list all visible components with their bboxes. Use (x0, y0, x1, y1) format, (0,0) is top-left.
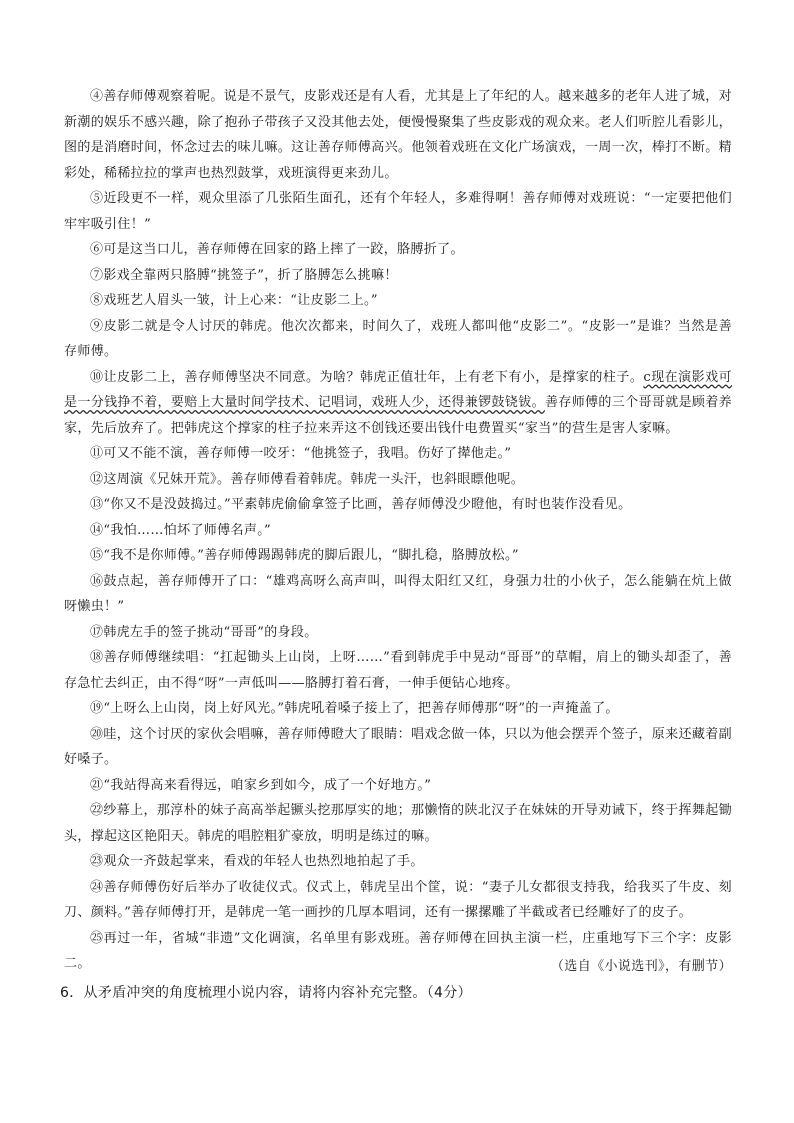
paragraph-19: ⑲“上呀么上山岗，岗上好风光。”韩虎吼着嗓子接上了，把善存师傅那“呀”的一声掩盖了。 (90, 701, 619, 716)
paragraph-10-part-2: 善存师傅的三个哥哥就是顾着养家，先后放弃了。把韩虎这个撑家的柱子拉来弄这不创钱还要出钱什电费置买“家当”的营生是害人家嘛。 (64, 395, 732, 436)
paragraph-11: ⑪可又不能不演，善存师傅一咬牙：“他挑签子，我唱。伤好了撵他走。” (90, 446, 512, 461)
paragraph-21: ㉑“我站得高来看得远，咱家乡到如今，成了一个好地方。” (90, 777, 432, 793)
paragraph-18: ⑱善存师傅继续唱：“扛起锄头上山岗，上呀……”看到韩虎手中晃动“哥哥”的草帽，肩上的锄头却歪了，善存急忙去纠正，由不得“呀”一声低叫——胳膊打着石膏，一伸手便钻心地疼。 (64, 650, 732, 691)
paragraph-14: ⑭“我怕……怕坏了师傅名声。” (90, 522, 272, 538)
paragraph-8: ⑧戏班艺人眉头一皱，计上心来：“让皮影二上。” (90, 293, 378, 308)
question-6: 6．从矛盾冲突的角度梳理小说内容，请将内容补充完整。（4分） (60, 985, 472, 1001)
paragraph-4: ④善存师傅观察着呢。说是不景气，皮影戏还是有人看，尤其是上了年纪的人。越来越多的老年人进了城，对新潮的娱乐不感兴趣，除了抱孙子带孩子又没其他去处，便慢慢聚集了些皮影戏的观众来。老人们听腔儿看影儿，图的是消磨时间，怀念过去的味儿嘛。这让善存师傅高兴。他领着戏班在文化广场演戏，一周一次，棒打不断。精彩处，稀稀拉拉的掌声也热烈鼓掌，戏班演得更来劲儿。 (64, 89, 732, 181)
paragraph-15: ⑮“我不是你师傅。”善存师傅踢踢韩虎的脚后跟儿，“脚扎稳，胳膊放松。” (90, 548, 519, 563)
paragraph-20: ⑳哇，这个讨厌的家伙会唱嘛，善存师傅瞪大了眼睛：唱戏念做一体，只以为他会摆弄个签子，原来还藏着副好嗓子。 (64, 726, 732, 767)
paragraph-25: ㉕再过一年，省城“非遗”文化调演，名单里有影戏班。善存师傅在回执主演一栏，庄重地写下三个字：皮影二。 (64, 930, 732, 971)
paragraph-24: ㉔善存师傅伤好后举办了收徒仪式。仪式上，韩虎呈出个筐，说：“妻子儿女都很支持我，给我买了牛皮、刻刀、颜料。”善存师傅打开，是韩虎一笔一画抄的几厚本唱词，还有一摞摞雕了半截或者已经雕好了的皮子。 (64, 879, 732, 920)
paragraph-13: ⑬“你又不是没鼓捣过。”平素韩虎偷偷拿签子比画，善存师傅没少瞪他，有时也装作没看见。 (90, 497, 632, 512)
paragraph-10 (64, 365, 732, 442)
paragraph-10-part-1: ⑩让皮影二上，善存师傅坚决不同意。为啥？韩虎正值壮年，上有老下有小，是撑家的柱子。 (90, 369, 644, 385)
paragraph-9: ⑨皮影二就是令人讨厌的韩虎。他次次都来，时间久了，戏班人都叫他“皮影二”。“皮影一”是谁？当然是善存师傅。 (64, 318, 732, 359)
source-citation: （选自《小说选刊》，有删节） (550, 959, 732, 974)
paragraph-6: ⑥可是这当口儿，善存师傅在回家的路上摔了一跤，胳膊折了。 (90, 242, 464, 257)
paragraph-22: ㉒纱幕上，那淳朴的妹子高高举起镢头挖那厚实的地；那懒惰的陕北汉子在妹妹的开导劝诫下，终于挥舞起锄头，撑起这区艳阳天。韩虎的唱腔粗犷豪放，明明是练过的嘛。 (64, 803, 732, 844)
paragraph-23: ㉓观众一齐鼓起掌来，看戏的年轻人也热烈地拍起了手。 (90, 854, 424, 869)
paragraph-16: ⑯鼓点起，善存师傅开了口：“雄鸡高呀么高声叫，叫得太阳红又红，身强力壮的小伙子，怎么能躺在炕上做呀懒虫！” (64, 573, 732, 614)
paragraph-5: ⑤近段更不一样，观众里添了几张陌生面孔，还有个年轻人，多难得啊！善存师傅对戏班说：“一定要把他们牢牢吸引住！” (64, 191, 732, 232)
paragraph-7: ⑦影戏全靠两只胳膊“挑签子”，折了胳膊怎么挑嘛！ (90, 267, 398, 283)
paragraph-17: ⑰韩虎左手的签子挑动“哥哥”的身段。 (90, 624, 318, 640)
paragraph-12: ⑫这周演《兄妹开荒》。善存师傅看着韩虎。韩虎一头汗，也斜眼瞟他呢。 (90, 471, 525, 487)
paragraph-10-marked-sentence: c现在演影戏可是一分钱挣不着，要赔上大量时间学技术、记唱词，戏班人少，还得兼锣鼓铙钹。 (64, 369, 732, 410)
story-text (64, 84, 732, 977)
